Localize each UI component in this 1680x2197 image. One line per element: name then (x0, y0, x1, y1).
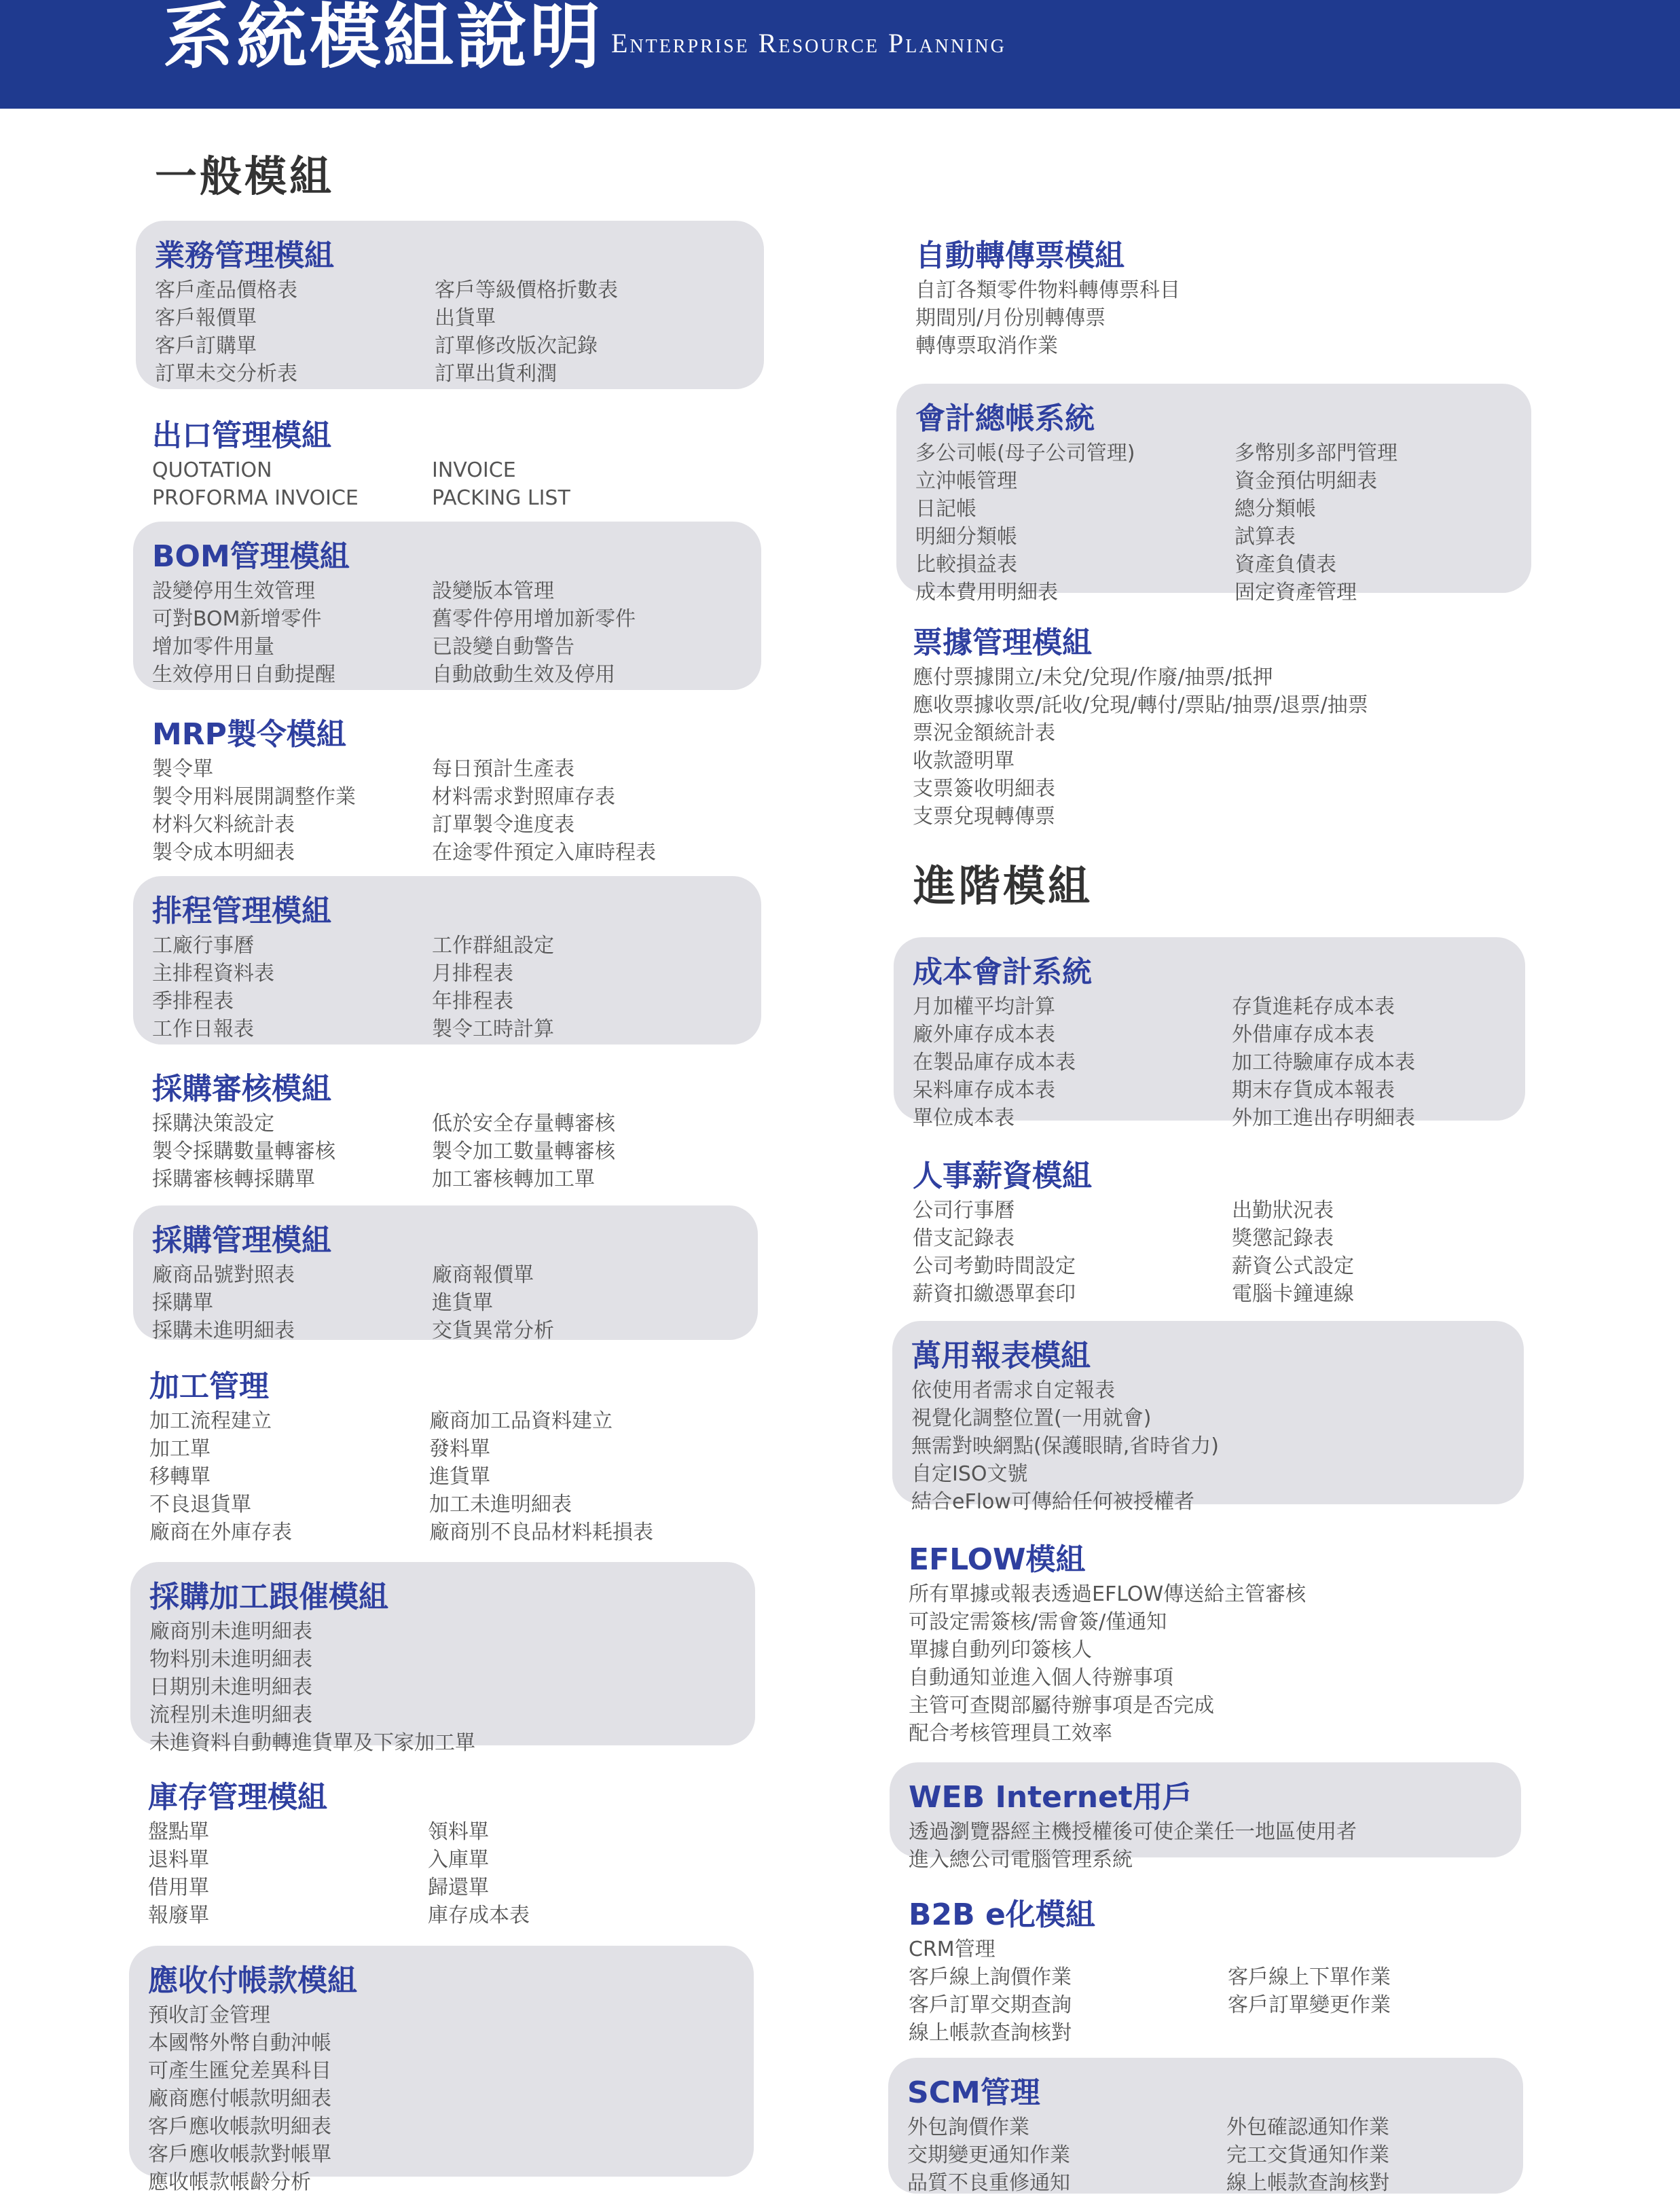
module-item: 試算表 (1235, 525, 1296, 549)
module-item: 製令加工數量轉審核 (432, 1140, 615, 1163)
module-item: 發料單 (429, 1437, 490, 1461)
module-item: 比較損益表 (915, 553, 1017, 577)
module-item: 生效停用日自動提醒 (152, 663, 335, 687)
module-item: 應收票據收票/託收/兌現/轉付/票貼/抽票/退票/抽票 (913, 693, 1368, 717)
module-item: 進貨單 (429, 1465, 490, 1489)
module-title: SCM管理 (907, 2075, 1040, 2110)
module-title: 自動轉傳票模組 (915, 238, 1125, 273)
module-item: 製令單 (152, 757, 213, 781)
module-item: 外包詢價作業 (907, 2116, 1029, 2139)
module-item: 製令工時計算 (432, 1017, 554, 1041)
module-item: 薪資公式設定 (1232, 1254, 1354, 1278)
module-item: 票況金額統計表 (913, 721, 1055, 745)
module-item: 採購審核轉採購單 (152, 1167, 315, 1191)
module-item: 廠商加工品資料建立 (429, 1409, 613, 1433)
module-item: 加工未進明細表 (429, 1493, 572, 1517)
module-item: PROFORMA INVOICE (152, 486, 359, 510)
module-item: 客戶訂購單 (155, 334, 257, 358)
module-item: QUOTATION (152, 458, 272, 482)
module-item: 轉傳票取消作業 (915, 334, 1058, 358)
module-item: 月加權平均計算 (913, 995, 1055, 1019)
module-item: 無需對映網點(保護眼睛,省時省力) (911, 1434, 1219, 1458)
module-item: 外借庫存成本表 (1232, 1023, 1374, 1047)
module-item: 加工單 (149, 1437, 211, 1461)
page-subtitle: Enterprise Resource Planning (611, 28, 1006, 58)
module-item: 自訂各類零件物料轉傳票科目 (915, 278, 1180, 302)
module-item: 主管可查閱部屬待辦事項是否完成 (909, 1694, 1214, 1718)
module-item: 進入總公司電腦管理系統 (909, 1848, 1133, 1872)
module-title: WEB Internet用戶 (909, 1780, 1192, 1815)
module-item: 未進資料自動轉進貨單及下家加工單 (149, 1731, 475, 1755)
module-item: 出勤狀況表 (1232, 1199, 1334, 1222)
module-item: 客戶等級價格折數表 (435, 278, 618, 302)
module-item: 工作群組設定 (432, 934, 554, 958)
module-item: 立沖帳管理 (915, 469, 1017, 493)
module-item: 本國幣外幣自動沖帳 (148, 2031, 331, 2055)
module-mrp (133, 700, 761, 866)
module-item: 多公司帳(母子公司管理) (915, 441, 1135, 465)
module-item: 固定資產管理 (1235, 581, 1357, 604)
module-item: 製令成本明細表 (152, 841, 295, 865)
module-item: 報廢單 (148, 1904, 209, 1927)
module-title: BOM管理模組 (152, 539, 350, 574)
module-item: 月排程表 (432, 962, 513, 985)
module-item: 資產負債表 (1235, 553, 1336, 577)
module-item: 領料單 (428, 1820, 489, 1844)
module-title: 成本會計系統 (913, 955, 1092, 989)
module-item: 品質不良重修通知 (907, 2171, 1070, 2195)
module-item: 交貨異常分析 (432, 1319, 554, 1343)
module-item: 外包確認通知作業 (1226, 2116, 1389, 2139)
module-item: 工廠行事曆 (152, 934, 254, 958)
module-item: 交期變更通知作業 (907, 2143, 1070, 2167)
module-title: 出口管理模組 (152, 418, 331, 453)
module-item: 客戶報價單 (155, 306, 257, 330)
module-item: 舊零件停用增加新零件 (432, 607, 636, 631)
module-item: 日期別未進明細表 (149, 1675, 312, 1699)
module-title: 業務管理模組 (155, 238, 334, 273)
module-item: 採購決策設定 (152, 1112, 274, 1136)
module-title: EFLOW模組 (909, 1542, 1086, 1577)
module-purchase-review (133, 1054, 761, 1197)
module-title: 萬用報表模組 (911, 1339, 1091, 1373)
module-item: 在製品庫存成本表 (913, 1051, 1076, 1074)
module-item: 製令用料展開調整作業 (152, 785, 356, 809)
module-item: 自定ISO文號 (911, 1462, 1028, 1486)
module-title: 排程管理模組 (152, 894, 331, 928)
module-item: 收款證明單 (913, 749, 1015, 773)
module-item: 流程別未進明細表 (149, 1703, 312, 1727)
module-item: 客戶線上下單作業 (1228, 1965, 1391, 1989)
module-inventory (129, 1762, 757, 1925)
module-item: 增加零件用量 (152, 635, 274, 659)
module-item: 工作日報表 (152, 1017, 254, 1041)
module-item: 應收帳款帳齡分析 (148, 2171, 311, 2194)
page-title: 系統模組說明 (163, 0, 604, 78)
section-title-general: 一般模組 (155, 151, 335, 201)
module-gl (896, 384, 1531, 604)
module-hr (894, 1141, 1525, 1306)
module-item: 電腦卡鐘連線 (1232, 1282, 1354, 1306)
module-item: 可設定需簽核/需會簽/僅通知 (909, 1610, 1167, 1634)
module-item: 期間別/月份別轉傳票 (915, 306, 1106, 330)
module-item: 製令採購數量轉審核 (152, 1140, 335, 1163)
module-item: 加工流程建立 (149, 1409, 272, 1433)
module-scm (888, 2058, 1523, 2194)
module-title: 採購管理模組 (152, 1223, 331, 1258)
module-item: 借用單 (148, 1876, 209, 1900)
module-item: 視覺化調整位置(一用就會) (911, 1406, 1152, 1430)
module-b2b (890, 1880, 1524, 2043)
module-item: 預收訂金管理 (148, 2003, 270, 2027)
module-title: 加工管理 (149, 1369, 269, 1404)
module-item: 存貨進耗存成本表 (1232, 995, 1395, 1019)
module-item: 所有單據或報表透過EFLOW傳送給主管審核 (909, 1582, 1307, 1606)
module-item: 廠商別未進明細表 (149, 1620, 312, 1644)
module-report (892, 1321, 1524, 1514)
module-item: CRM管理 (909, 1938, 996, 1961)
module-title: MRP製令模組 (152, 717, 346, 752)
module-item: 歸還單 (428, 1876, 489, 1900)
module-item: 訂單未交分析表 (155, 362, 297, 386)
module-item: 成本費用明細表 (915, 581, 1058, 604)
module-auto-voucher (896, 221, 1531, 360)
module-item: 支票兌現轉傳票 (913, 805, 1055, 829)
module-item: 薪資扣繳憑單套印 (913, 1282, 1076, 1306)
module-item: 應付票據開立/未兌/兌現/作廢/抽票/抵押 (913, 666, 1273, 689)
module-title: 採購加工跟催模組 (149, 1580, 388, 1614)
module-followup (130, 1562, 755, 1755)
module-item: 客戶應收帳款對帳單 (148, 2143, 331, 2166)
module-item: 自動啟動生效及停用 (432, 663, 615, 687)
module-item: 客戶產品價格表 (155, 278, 297, 302)
module-item: 客戶訂單交期查詢 (909, 1993, 1072, 2017)
module-sales (136, 221, 764, 389)
module-title: 人事薪資模組 (913, 1159, 1092, 1193)
module-item: 庫存成本表 (428, 1904, 530, 1927)
module-item: 可對BOM新增零件 (152, 607, 322, 631)
module-item: 配合考核管理員工效率 (909, 1722, 1112, 1745)
module-item: 線上帳款查詢核對 (1226, 2171, 1389, 2195)
module-schedule (133, 876, 761, 1045)
module-item: 廠商品號對照表 (152, 1263, 295, 1287)
module-item: 資金預估明細表 (1235, 469, 1377, 493)
module-cost (894, 937, 1525, 1130)
module-item: INVOICE (432, 458, 516, 482)
module-item: 依使用者需求自定報表 (911, 1379, 1115, 1402)
module-title: 採購審核模組 (152, 1072, 331, 1106)
module-item: 借支記錄表 (913, 1227, 1015, 1250)
module-item: 季排程表 (152, 989, 234, 1013)
module-item: 不良退貨單 (149, 1493, 251, 1517)
module-item: 訂單製令進度表 (432, 813, 574, 837)
module-item: 採購未進明細表 (152, 1319, 295, 1343)
module-item: 主排程資料表 (152, 962, 274, 985)
module-item: 出貨單 (435, 306, 496, 330)
module-item: 自動通知並進入個人待辦事項 (909, 1666, 1173, 1690)
module-item: 支票簽收明細表 (913, 777, 1055, 801)
module-item: 獎懲記錄表 (1232, 1227, 1334, 1250)
module-title: 庫存管理模組 (148, 1780, 327, 1815)
module-ar-ap (129, 1946, 754, 2194)
module-item: 期末存貨成本報表 (1232, 1078, 1395, 1102)
module-item: 物料別未進明細表 (149, 1648, 312, 1671)
module-title: 票據管理模組 (913, 625, 1092, 660)
module-item: 公司考勤時間設定 (913, 1254, 1076, 1278)
module-title: B2B e化模組 (909, 1898, 1095, 1932)
module-item: 材料需求對照庫存表 (432, 785, 615, 809)
module-item: 廠商報價單 (432, 1263, 534, 1287)
module-item: 盤點單 (148, 1820, 209, 1844)
module-item: 材料欠料統計表 (152, 813, 295, 837)
module-item: 結合eFlow可傳給任何被授權者 (911, 1490, 1194, 1514)
module-item: 日記帳 (915, 497, 976, 521)
module-item: 單據自動列印簽核人 (909, 1638, 1092, 1662)
module-item: 低於安全存量轉審核 (432, 1112, 615, 1136)
module-item: 客戶線上詢價作業 (909, 1965, 1072, 1989)
module-item: 公司行事曆 (913, 1199, 1015, 1222)
module-item: 加工待驗庫存成本表 (1232, 1051, 1415, 1074)
module-item: 透過瀏覽器經主機授權後可使企業任一地區使用者 (909, 1820, 1357, 1844)
module-item: 多幣別多部門管理 (1235, 441, 1398, 465)
module-item: 外加工進出存明細表 (1232, 1106, 1415, 1130)
module-eflow (890, 1525, 1524, 1745)
module-item: 客戶應收帳款明細表 (148, 2115, 331, 2139)
header-banner (0, 0, 1680, 109)
module-item: 廠商應付帳款明細表 (148, 2087, 331, 2111)
module-processing (130, 1351, 759, 1545)
module-item: 加工審核轉加工單 (432, 1167, 595, 1191)
module-item: PACKING LIST (432, 486, 570, 510)
module-purchase (133, 1205, 758, 1343)
module-item: 呆料庫存成本表 (913, 1078, 1055, 1102)
module-item: 退料單 (148, 1848, 209, 1872)
module-notes (894, 608, 1539, 829)
module-bom (133, 522, 761, 690)
module-item: 客戶訂單變更作業 (1228, 1993, 1391, 2017)
module-item: 入庫單 (428, 1848, 489, 1872)
module-item: 進貨單 (432, 1291, 493, 1315)
module-item: 年排程表 (432, 989, 513, 1013)
module-item: 訂單出貨利潤 (435, 362, 557, 386)
module-item: 可產生匯兌差異科目 (148, 2059, 331, 2083)
module-item: 廠商別不良品材料耗損表 (429, 1521, 653, 1544)
module-item: 訂單修改版次記錄 (435, 334, 598, 358)
module-title: 會計總帳系統 (915, 401, 1095, 436)
module-item: 設變停用生效管理 (152, 579, 315, 603)
module-item: 廠外庫存成本表 (913, 1023, 1055, 1047)
module-export (133, 401, 761, 509)
module-item: 採購單 (152, 1291, 213, 1315)
module-item: 設變版本管理 (432, 579, 554, 603)
module-item: 已設變自動警告 (432, 635, 574, 659)
module-item: 完工交貨通知作業 (1226, 2143, 1389, 2167)
module-web (890, 1762, 1521, 1872)
module-item: 廠商在外庫存表 (149, 1521, 292, 1544)
module-item: 在途零件預定入庫時程表 (432, 841, 656, 865)
module-title: 應收付帳款模組 (148, 1963, 357, 1998)
module-item: 移轉單 (149, 1465, 211, 1489)
module-item: 總分類帳 (1235, 497, 1316, 521)
module-item: 明細分類帳 (915, 525, 1017, 549)
module-item: 線上帳款查詢核對 (909, 2021, 1072, 2045)
module-item: 每日預計生產表 (432, 757, 574, 781)
module-item: 單位成本表 (913, 1106, 1015, 1130)
section-title-advanced: 進階模組 (913, 861, 1093, 911)
